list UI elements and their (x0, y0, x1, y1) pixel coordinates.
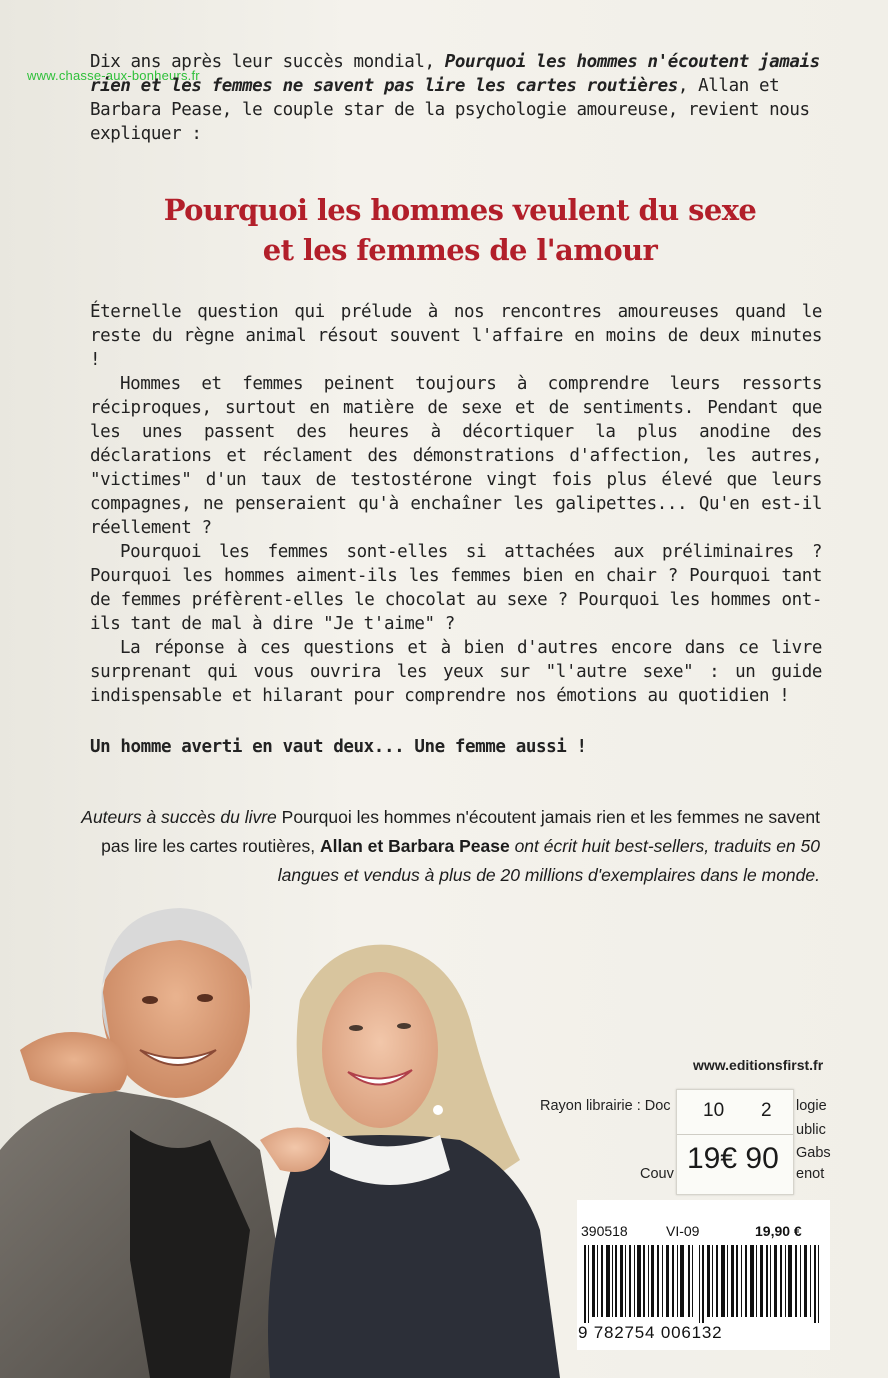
shelf-category-suffix: logie (796, 1098, 827, 1114)
intro-book-title: Pourquoi les hommes n'écoutent jamais rien et les femmes ne savent pas lire les cartes routières (90, 52, 820, 96)
isbn-number: 9 782754 006132 (578, 1323, 723, 1342)
sticker-price: 19€ 90 (687, 1142, 779, 1175)
blurb-paragraph: La réponse à ces questions et à bien d'autres encore dans ce livre surprenant qui vous ouvrira les yeux sur "l'autre sexe" : un guide indispensable et hilarant pour comprendre nos émotions au quotidien ! (90, 638, 822, 706)
cover-credit: Couv (640, 1166, 674, 1182)
price-sticker (676, 1089, 794, 1195)
blurb-paragraph: Éternelle question qui prélude à nos rencontres amoureuses quand le reste du règne animal résout souvent l'affaire en moins de deux minutes ! (90, 302, 822, 370)
blurb-paragraph: Hommes et femmes peinent toujours à comprendre leurs ressorts réciproques, surtout en matière de sexe et de sentiments. Pendant que les unes passent des heures à décortiquer la plus anodine des déclarations et réclament des démonstrations d'affection, les autres, "victimes" d'un taux de testostérone vingt fois plus élevé que leurs compagnes, ne penseraient qu'à enchaîner les galipettes... Qu'en est-il réellement ? (90, 374, 822, 538)
intro-text-1: Dix ans après leur succès mondial, (90, 52, 445, 72)
intro-text-2: , Allan et Barbara Pease, le couple star de la psychologie amoureuse, revient nous expliquer : (90, 76, 810, 144)
author-bio (60, 803, 820, 890)
author-bio-rest: ont écrit huit best-sellers, traduits en 50 langues et vendus à plus de 20 millions d'exemplaires dans le monde. (277, 836, 820, 885)
author-names: Allan et Barbara Pease (320, 836, 510, 856)
blurb-body (90, 300, 822, 708)
author-bio-book: Pourquoi les hommes n'écoutent jamais rien et les femmes ne savent pas lire les cartes routières, (101, 807, 820, 856)
tagline: Un homme averti en vaut deux... Une femme aussi ! (90, 737, 587, 757)
reference-code: VI-09 (666, 1223, 700, 1239)
shelf-category-suffix: ublic (796, 1122, 826, 1138)
sticker-divider (677, 1134, 793, 1135)
shelf-category-suffix: Gabs (796, 1145, 831, 1161)
headline-line-2: et les femmes de l'amour (262, 233, 658, 267)
barcode-price: 19,90 € (755, 1223, 802, 1239)
author-bio-intro: Auteurs à succès du livre (81, 807, 282, 827)
shelf-category: Rayon librairie : Doc (540, 1098, 671, 1114)
shelf-category-suffix: enot (796, 1166, 825, 1182)
intro-paragraph (90, 50, 830, 146)
authors-photo (0, 900, 560, 1378)
barcode-bars (582, 1245, 822, 1323)
sticker-code-right: 2 (761, 1100, 772, 1121)
headline (60, 190, 860, 270)
headline-line-1: Pourquoi les hommes veulent du sexe (163, 193, 757, 227)
product-code: 390518 (581, 1223, 628, 1239)
website-watermark: www.chasse-aux-bonheurs.fr (27, 68, 200, 83)
blurb-paragraph: Pourquoi les femmes sont-elles si attachées aux préliminaires ? Pourquoi les hommes aiment-ils les femmes bien en chair ? Pourquoi tant de femmes préfèrent-elles le chocolat au sexe ? Pourquoi les hommes ont-ils tant de mal à dire "Je t'aime" ? (90, 542, 822, 634)
publisher-website: www.editionsfirst.fr (693, 1057, 824, 1073)
sticker-code-left: 10 (703, 1100, 725, 1121)
